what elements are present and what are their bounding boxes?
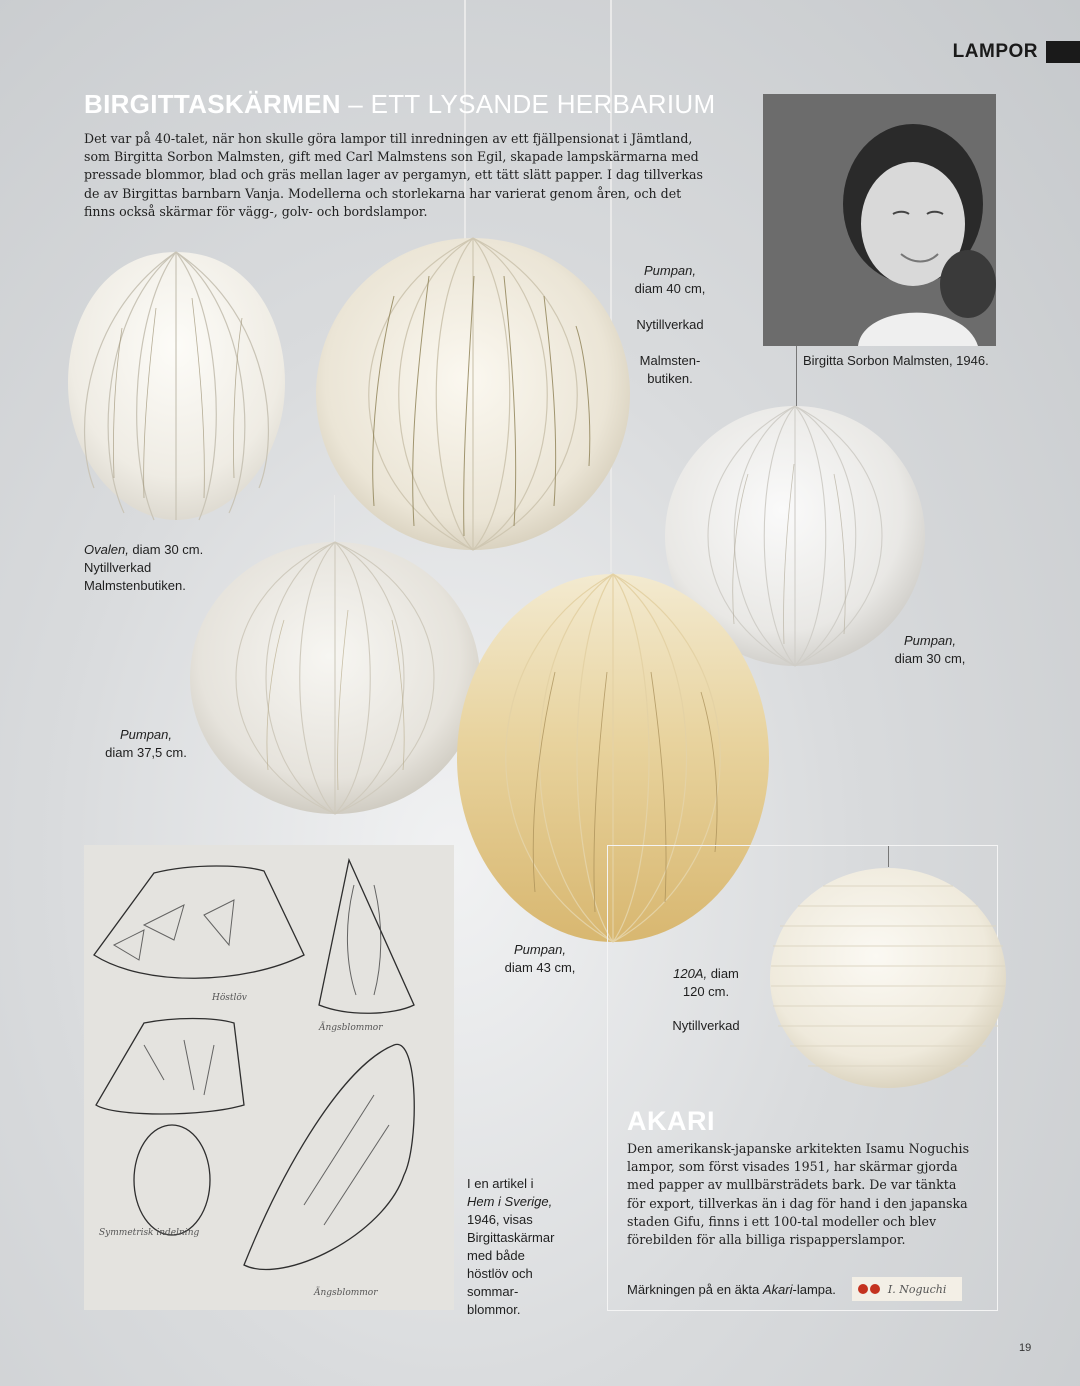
caption-name: Pumpan,	[119, 727, 173, 742]
lamp-ovalen-image	[64, 248, 289, 523]
caption-line: Nytillverkad	[672, 1018, 740, 1033]
caption-pumpan-40	[624, 262, 716, 388]
caption-line: 120 cm.	[682, 984, 730, 999]
caption-name: Pumpan,	[513, 942, 567, 957]
caption-line: Hem i Sverige,	[467, 1194, 553, 1209]
caption-ovalen	[84, 541, 203, 595]
caption-size: diam 30 cm,	[894, 651, 966, 666]
caption-sketch	[467, 1175, 554, 1319]
intro-line: finns också skärmar för vägg-, golv- och bordslampor.	[84, 203, 428, 219]
akari-line: med papper av mullbärsträdets bark. De var tänkta	[627, 1177, 957, 1193]
svg-text:Höstlöv: Höstlöv	[212, 993, 247, 1003]
akari-text	[627, 1140, 987, 1249]
caption-line: Nytillverkad	[84, 560, 152, 575]
article-intro	[84, 130, 734, 221]
caption-line: Birgittaskärmar	[467, 1230, 555, 1245]
akari-marking	[627, 1277, 962, 1301]
akari-stamp-image	[852, 1277, 962, 1301]
section-bar	[1046, 41, 1080, 63]
caption-line: Nytillverkad	[636, 317, 704, 332]
noguchi-signature: I. Noguchi	[887, 1282, 947, 1296]
section-label: LAMPOR	[952, 41, 1038, 62]
caption-pumpan-30	[884, 632, 976, 668]
caption-line: med både	[467, 1248, 525, 1263]
page-number: 19	[1019, 1342, 1032, 1354]
akari-line: staden Gifu, finns i ett 100-tal modeller och blev	[627, 1213, 937, 1229]
caption-line: 1946, visas	[467, 1212, 533, 1227]
section-tab	[953, 40, 1080, 64]
article-title-rest: – ETT LYSANDE HERBARIUM	[340, 89, 716, 119]
caption-size: diam 37,5 cm.	[105, 745, 187, 760]
svg-text:Ängsblommor: Ängsblommor	[319, 1023, 383, 1033]
sketch-illustration	[84, 845, 454, 1310]
akari-line: Den amerikansk-japanske arkitekten Isamu Noguchis	[627, 1141, 970, 1156]
lamp-akari-image	[768, 866, 1008, 1090]
caption-line: sommar-	[467, 1284, 519, 1299]
caption-name: 120A,	[673, 966, 708, 981]
akari-title: AKARI	[627, 1106, 715, 1136]
lamp-pumpan-40-image	[314, 236, 632, 552]
caption-line: butiken.	[647, 371, 693, 386]
red-dot-icon	[870, 1284, 880, 1294]
article-title-bold: BIRGITTASKÄRMEN	[84, 89, 341, 119]
caption-pumpan-375	[98, 726, 194, 762]
intro-line: Det var på 40-talet, när hon skulle göra lampor till inredningen av ett fjällpensionat i Jämtland,	[84, 131, 693, 146]
caption-line: höstlöv och	[467, 1266, 533, 1281]
caption-name: Pumpan,	[903, 633, 957, 648]
caption-line: blommor.	[467, 1302, 521, 1317]
caption-size: diam 43 cm,	[504, 960, 576, 975]
caption-name: Ovalen,	[84, 542, 129, 557]
caption-size: diam 30 cm.	[128, 542, 204, 557]
akari-line: för export, tillverkas än i dag för hand i den japanska	[627, 1195, 968, 1211]
lamp-cord	[796, 346, 797, 406]
intro-line: pressade blommor, blad och gräs mellan lager av pergamyn, ett tätt slätt papper. I dag tillverkas	[84, 167, 703, 183]
caption-portrait: Birgitta Sorbon Malmsten, 1946.	[803, 353, 989, 368]
akari-line: lampor, som först visades 1951, har skärmar gjorda	[627, 1159, 958, 1175]
svg-text:Ängsblommor: Ängsblommor	[314, 1288, 378, 1298]
birgitta-portrait	[763, 94, 996, 346]
svg-text:Symmetrisk indelning: Symmetrisk indelning	[99, 1228, 200, 1238]
caption-line: I en artikel i	[467, 1176, 534, 1191]
caption-name: Pumpan,	[643, 263, 697, 278]
intro-line: de av Birgittas barnbarn Vanja. Modellerna och storlekarna har varierat genom åren, och det	[84, 185, 682, 201]
caption-size: diam	[707, 966, 739, 981]
caption-line: Malmstenbutiken.	[84, 578, 186, 593]
article-title	[84, 88, 715, 120]
akari-line: förebilden för alla billiga rispapperslampor.	[627, 1232, 906, 1248]
red-dot-icon	[858, 1284, 868, 1294]
marking-text: Märkningen på en äkta Akari-lampa.	[627, 1281, 836, 1297]
caption-akari-120a	[660, 965, 752, 1035]
caption-line: Malmsten-	[639, 353, 701, 368]
intro-line: som Birgitta Sorbon Malmsten, gift med Carl Malmstens son Egil, skapade lampskärmarna med	[84, 149, 699, 165]
lamp-pumpan-375-image	[188, 540, 482, 816]
caption-pumpan-43	[494, 941, 586, 977]
caption-size: diam 40 cm,	[634, 281, 706, 296]
